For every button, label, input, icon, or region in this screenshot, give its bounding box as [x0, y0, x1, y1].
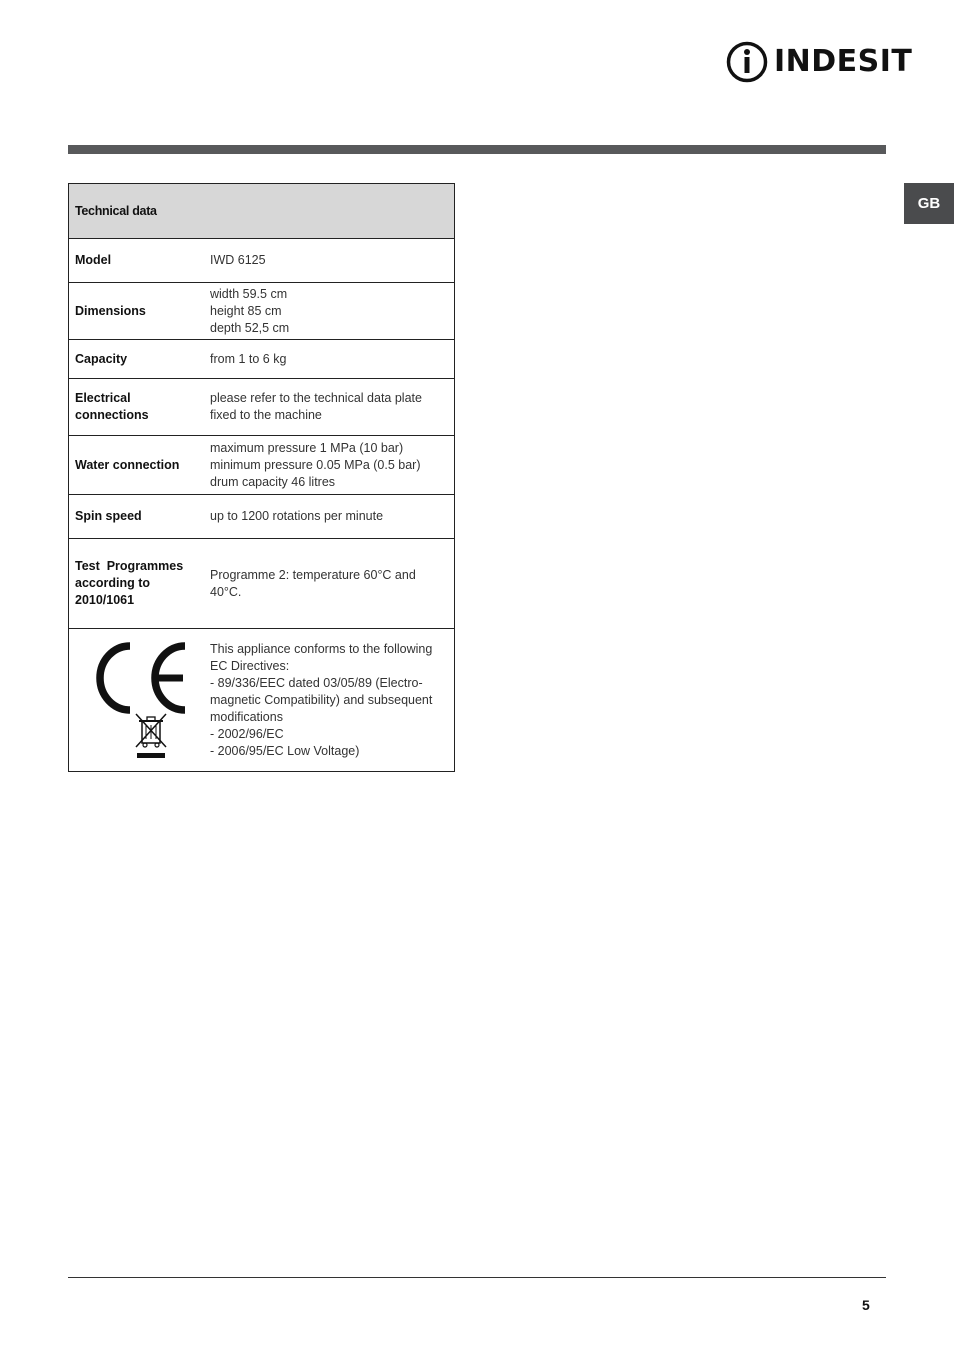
table-row	[69, 283, 455, 340]
row-label: Water connection	[69, 436, 205, 495]
page-number: 5	[862, 1297, 870, 1313]
table-row	[69, 495, 455, 539]
row-label: Test Programmes according to 2010/1061	[69, 539, 205, 629]
row-label: Electrical connections	[69, 379, 205, 436]
row-label: Dimensions	[69, 283, 205, 340]
footer-divider	[68, 1277, 886, 1278]
table-title: Technical data	[69, 184, 455, 239]
table-row	[69, 539, 455, 629]
indesit-i-logo-icon	[726, 40, 768, 84]
row-label: Spin speed	[69, 495, 205, 539]
row-label: Model	[69, 239, 205, 283]
row-value: width 59.5 cm height 85 cm depth 52,5 cm	[204, 283, 455, 340]
table-row	[69, 239, 455, 283]
technical-data-table	[68, 183, 455, 772]
weee-crossed-bin-icon	[133, 712, 169, 760]
table-row	[69, 379, 455, 436]
brand-logo	[726, 40, 912, 84]
row-value: maximum pressure 1 MPa (10 bar) minimum pressure 0.05 MPa (0.5 bar) drum capacity 46 litres	[204, 436, 455, 495]
row-value: Programme 2: temperature 60°C and 40°C.	[204, 539, 455, 629]
language-tab: GB	[904, 183, 954, 224]
compliance-symbols	[69, 629, 205, 772]
compliance-text: This appliance conforms to the following EC Directives: - 89/336/EEC dated 03/05/89 (Electro- magnetic Compatibility) and subsequent modifications - 2002/96/EC - 2006/95/EC Low Voltage)	[204, 629, 455, 772]
row-value: up to 1200 rotations per minute	[204, 495, 455, 539]
ce-mark-icon	[96, 640, 192, 716]
header-divider-bar	[68, 145, 886, 154]
table-row	[69, 436, 455, 495]
row-value: please refer to the technical data plate fixed to the machine	[204, 379, 455, 436]
row-value: IWD 6125	[204, 239, 455, 283]
compliance-row	[69, 629, 455, 772]
brand-name: INDESIT	[774, 44, 913, 79]
table-row	[69, 340, 455, 379]
row-value: from 1 to 6 kg	[204, 340, 455, 379]
row-label: Capacity	[69, 340, 205, 379]
